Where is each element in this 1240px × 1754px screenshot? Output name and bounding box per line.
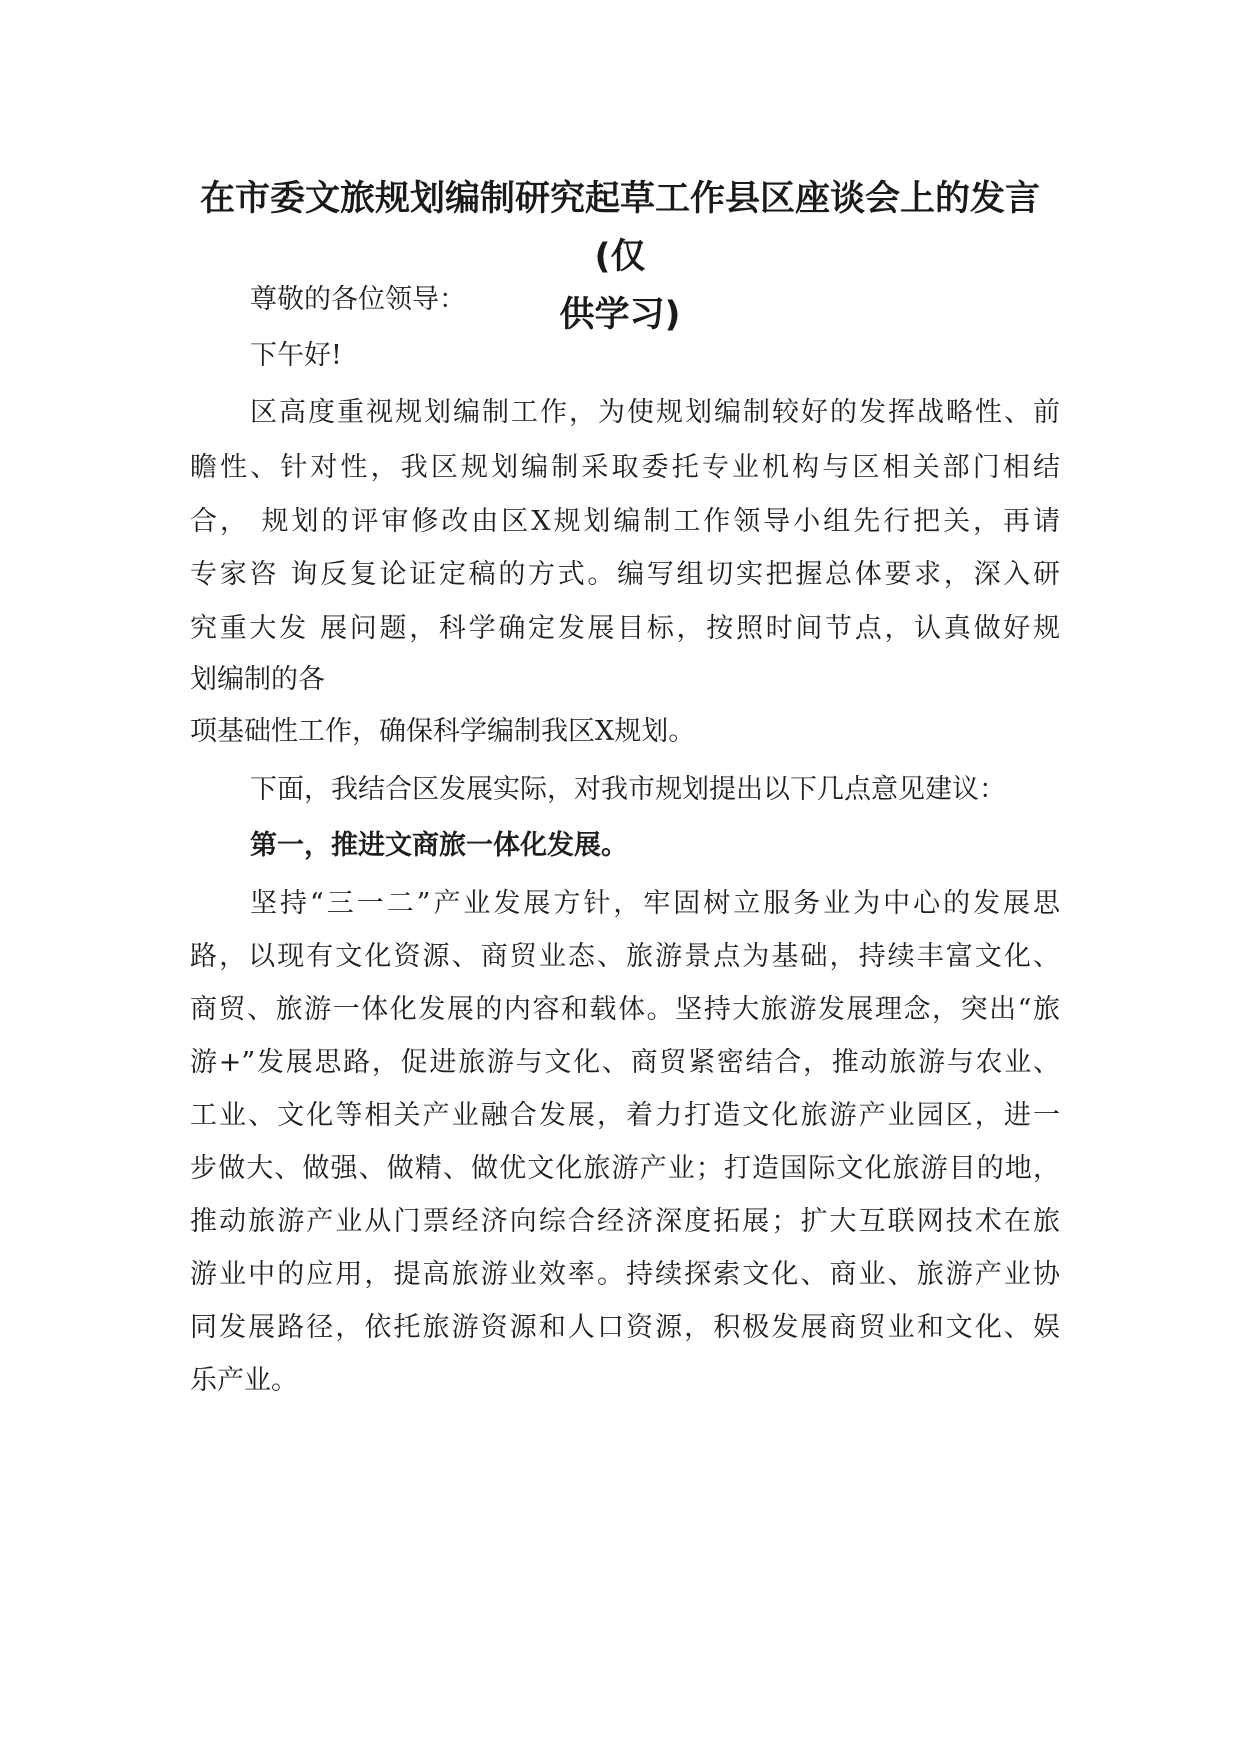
paragraph-line: 区高度重视规划编制工作，为使规划编制较好的发挥战略性、前 (250, 397, 1060, 428)
paragraph-2: 下面，我结合区发展实际，对我市规划提出以下几点意见建议： (250, 774, 1006, 805)
section-heading-1: 第一，推进文商旅一体化发展。 (250, 830, 628, 861)
paragraph-line: 坚持“三一二”产业发展方针，牢固树立服务业为中心的发展思 (250, 888, 1060, 919)
title-line-1: 在市委文旅规划编制研究起草工作县区座谈会上的发言(仅 (199, 179, 1040, 277)
paragraph-line: 项基础性工作，确保科学编制我区X规划。 (190, 716, 696, 747)
paragraph-line: 同发展路径，依托旅游资源和人口资源，积极发展商贸业和文化、娱 (190, 1312, 1060, 1343)
paragraph-line: 工业、文化等相关产业融合发展，着力打造文化旅游产业园区，进一 (190, 1100, 1060, 1131)
paragraph-line: 路，以现有文化资源、商贸业态、旅游景点为基础，持续丰富文化、 (190, 941, 1060, 972)
paragraph-line: 游业中的应用，提高旅游业效率。持续探索文化、商业、旅游产业协 (190, 1259, 1060, 1290)
paragraph-line: 合， 规划的评审修改由区X规划编制工作领导小组先行把关，再请 (190, 506, 1060, 537)
paragraph-line: 瞻性、针对性，我区规划编制采取委托专业机构与区相关部门相结 (190, 452, 1060, 483)
paragraph-line: 乐产业。 (190, 1365, 298, 1396)
title-line-2: 供学习) (559, 295, 681, 335)
paragraph-line: 游+”发展思路，促进旅游与文化、商贸紧密结合，推动旅游与农业、 (190, 1047, 1060, 1078)
paragraph-line: 步做大、做强、做精、做优文化旅游产业；打造国际文化旅游目的地， (190, 1153, 1060, 1184)
paragraph-line: 究重大发 展问题，科学确定发展目标，按照时间节点，认真做好规 (190, 613, 1060, 644)
greeting: 下午好! (250, 340, 342, 371)
paragraph-line: 划编制的各 (190, 664, 325, 695)
salutation: 尊敬的各位领导： (250, 284, 466, 315)
paragraph-line: 商贸、旅游一体化发展的内容和载体。坚持大旅游发展理念，突出“旅 (190, 994, 1060, 1025)
paragraph-line: 专家咨 询反复论证定稿的方式。编写组切实把握总体要求，深入研 (190, 559, 1060, 590)
paragraph-line: 推动旅游产业从门票经济向综合经济深度拓展；扩大互联网技术在旅 (190, 1206, 1060, 1237)
